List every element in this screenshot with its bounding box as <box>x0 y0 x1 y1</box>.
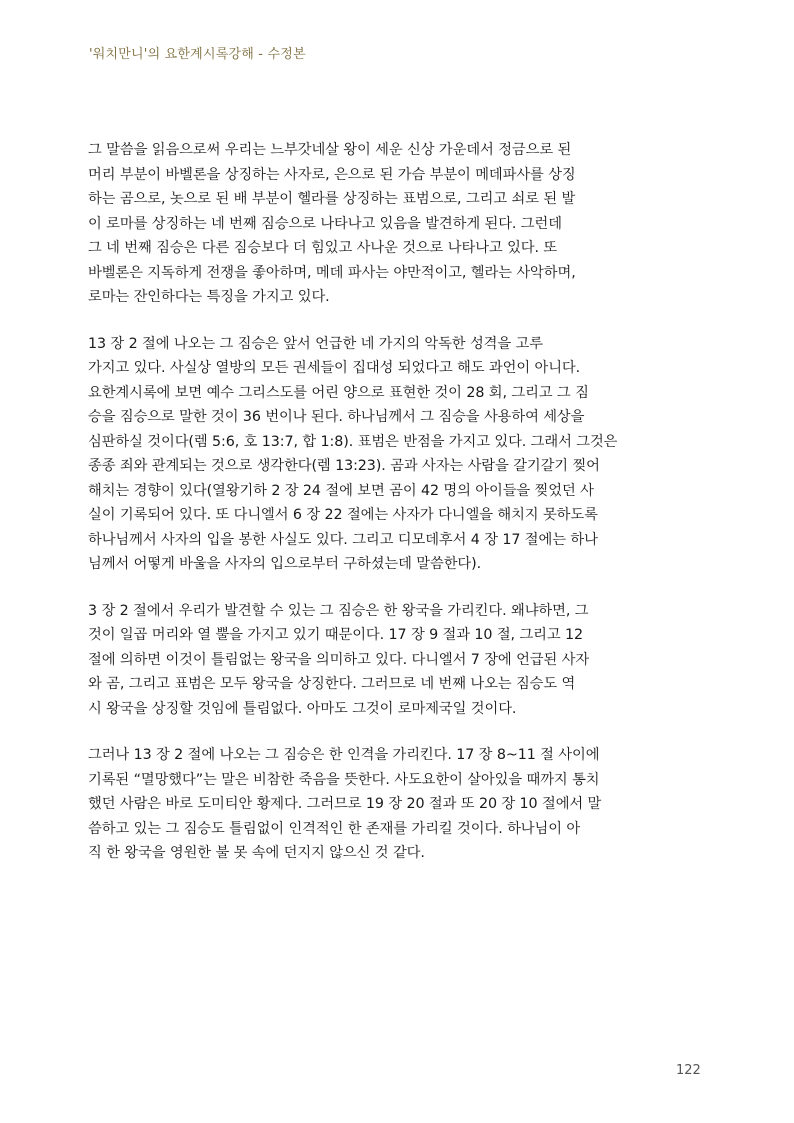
text-line: 종종 죄와 관계되는 것으로 생각한다(렘 13:23). 곰과 사자는 사람을 갈기갈기 찢어 <box>88 458 600 474</box>
text-line: 그 말씀을 읽음으로써 우리는 느부갓네살 왕이 세운 신상 가운데서 정금으로 된 <box>88 142 572 158</box>
text-line: 요한계시록에 보면 예수 그리스도를 어린 양으로 표현한 것이 28 회, 그리고 그 짐 <box>88 384 589 401</box>
text-line: 직 한 왕국을 영원한 불 못 속에 던지지 않으신 것 같다. <box>88 845 425 861</box>
text-line: 기록된 “멸망했다”는 말은 비참한 죽음을 뜻한다. 사도요한이 살아있을 때까지 통치 <box>88 771 600 788</box>
running-header: '워치만니'의 요한계시록강해 - 수정본 <box>89 47 306 62</box>
text-line: 그러나 13 장 2 절에 나오는 그 짐승은 한 인격을 가리킨다. 17 장 8~11 절 사이에 <box>88 747 600 763</box>
text-line: 절에 의하면 이것이 틀림없는 왕국을 의미하고 있다. 다니엘서 7 장에 언급된 사자 <box>88 651 590 668</box>
text-line: 씀하고 있는 그 짐승도 틀림없이 인격적인 한 존재를 가리킬 것이다. 하나님이 아 <box>88 820 581 837</box>
paragraph-1 <box>88 138 710 310</box>
body-text <box>88 138 710 888</box>
page-number: 122 <box>676 1063 701 1078</box>
text-line: 시 왕국을 상징할 것임에 틀림없다. 아마도 그것이 로마제국일 것이다. <box>88 700 517 717</box>
text-line: 것이 일곱 머리와 열 뿔을 가지고 있기 때문이다. 17 장 9 절과 10 절, 그리고 12 <box>88 627 584 643</box>
text-line: 님께서 어떻게 바울을 사자의 입으로부터 구하셨는데 말씀한다). <box>88 556 482 572</box>
text-line: 3 장 2 절에서 우리가 발견할 수 있는 그 짐승은 한 왕국을 가리킨다. 왜냐하면, 그 <box>88 602 589 619</box>
text-line: 13 장 2 절에 나오는 그 짐승은 앞서 언급한 네 가지의 악독한 성격을 고루 <box>88 335 543 352</box>
text-line: 로마는 잔인하다는 특징을 가지고 있다. <box>88 289 330 305</box>
text-line: 이 로마를 상징하는 네 번째 짐승으로 나타나고 있음을 발견하게 된다. 그런데 <box>88 215 562 232</box>
text-line: 승을 짐승으로 말한 것이 36 번이나 된다. 하나님께서 그 짐승을 사용하여 세상을 <box>88 409 585 425</box>
paragraph-4 <box>88 743 710 866</box>
text-line: 머리 부분이 바벨론을 상징하는 사자로, 은으로 된 가슴 부분이 메데파사를 상징 <box>88 166 576 183</box>
text-line: 해치는 경향이 있다(열왕기하 2 장 24 절에 보면 곰이 42 명의 아이들을 찢었던 사 <box>88 482 594 499</box>
paragraph-2 <box>88 332 710 577</box>
text-line: 와 곰, 그리고 표범은 모두 왕국을 상징한다. 그러므로 네 번째 나오는 짐승도 역 <box>88 676 576 692</box>
text-line: 가지고 있다. 사실상 열방의 모든 권세들이 집대성 되었다고 해도 과언이 아니다. <box>88 360 581 376</box>
text-line: 했던 사람은 바로 도미티안 황제다. 그러므로 19 장 20 절과 또 20 장 10 절에서 말 <box>88 796 602 812</box>
text-line: 심판하실 것이다(렘 5:6, 호 13:7, 합 1:8). 표범은 반점을 가지고 있다. 그래서 그것은 <box>88 433 618 450</box>
text-line: 실이 기록되어 있다. 또 다니엘서 6 장 22 절에는 사자가 다니엘을 해치지 못하도록 <box>88 507 598 523</box>
text-line: 그 네 번째 짐승은 다른 짐승보다 더 힘있고 사나운 것으로 나타나고 있다. 또 <box>88 240 558 256</box>
paragraph-3 <box>88 599 710 722</box>
text-line: 하나님께서 사자의 입을 봉한 사실도 있다. 그리고 디모데후서 4 장 17 절에는 하나 <box>88 531 598 548</box>
text-line: 하는 곰으로, 놋으로 된 배 부분이 헬라를 상징하는 표범으로, 그리고 쇠로 된 발 <box>88 191 576 207</box>
text-line: 바벨론은 지독하게 전쟁을 좋아하며, 메데 파사는 야만적이고, 헬라는 사악하며, <box>88 264 576 281</box>
